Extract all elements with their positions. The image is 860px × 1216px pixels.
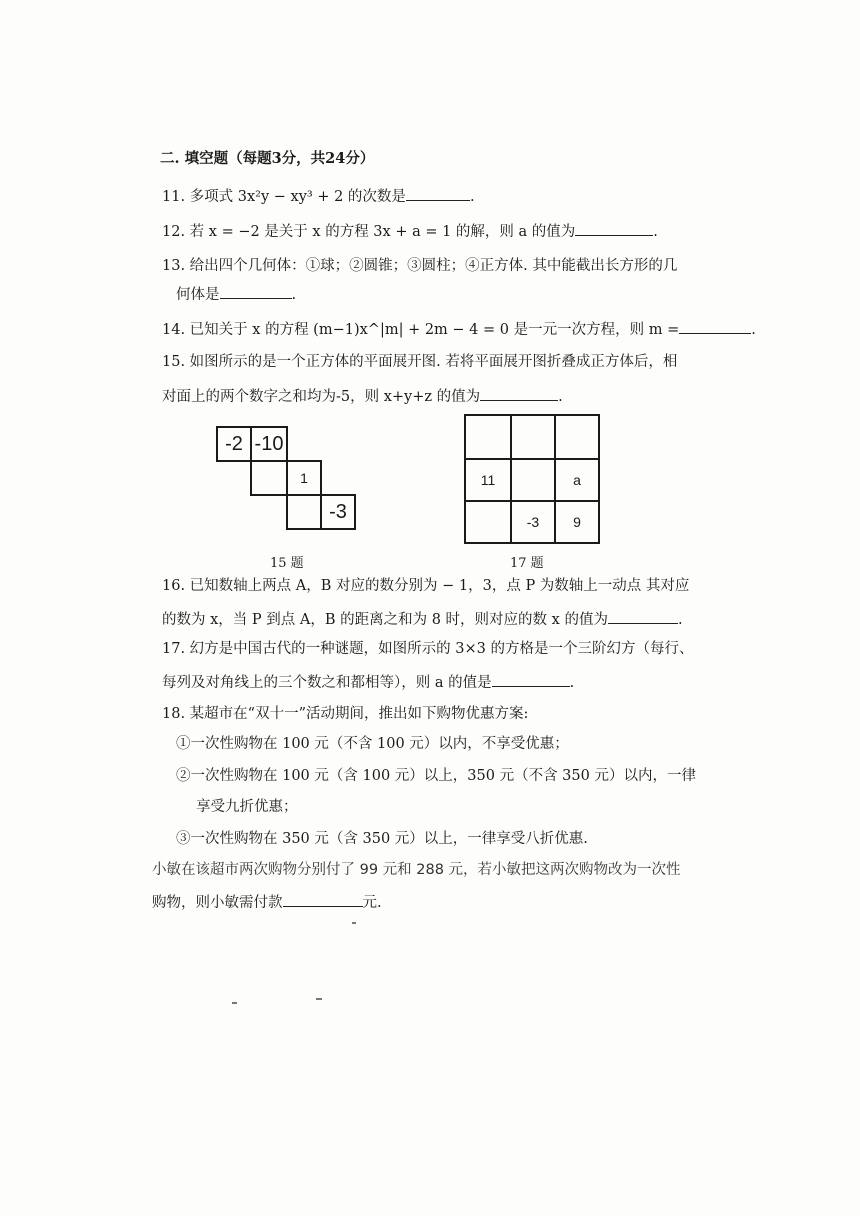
question-16-line-1: 16. 已知数轴上两点 A，B 对应的数分别为 − 1，3，点 P 为数轴上一动点 其对应 [162, 578, 690, 594]
figure-15-cube-net [212, 424, 362, 544]
scan-speck [352, 922, 356, 924]
net-cell [250, 460, 288, 496]
answer-blank-14[interactable] [679, 319, 751, 334]
question-12 [162, 221, 658, 242]
grid-cell [510, 414, 556, 460]
question-17-tail: . [569, 675, 575, 691]
question-18-rule-2a: ②一次性购物在 100 元（含 100 元）以上，350 元（不含 350 元）以内，一律 [176, 768, 696, 784]
question-18-line-1: 小敏在该超市两次购物分别付了 99 元和 288 元，若小敏把这两次购物改为一次性 [152, 862, 681, 878]
grid-cell [464, 414, 512, 460]
question-11-text: 11. 多项式 3x²y − xy³ + 2 的次数是 [162, 189, 406, 205]
question-13-tail: . [291, 287, 297, 303]
section-heading: 二. 填空题（每题3分，共24分） [160, 150, 375, 167]
question-15-tail: . [558, 389, 563, 405]
answer-blank-12[interactable] [575, 221, 653, 236]
answer-blank-17[interactable] [492, 672, 570, 687]
question-18-intro: 18. 某超市在“双十一”活动期间，推出如下购物优惠方案: [162, 706, 529, 722]
question-13-line-1: 13. 给出四个几何体：①球；②圆锥；③圆柱；④正方体. 其中能截出长方形的几 [162, 258, 678, 274]
figure-17-caption: 17 题 [510, 556, 544, 571]
answer-blank-15[interactable] [480, 386, 558, 401]
question-11-tail: . [469, 189, 475, 205]
question-18-rule-1: ①一次性购物在 100 元（不含 100 元）以内，不享受优惠； [176, 736, 569, 752]
question-15-text: 对面上的两个数字之和均为-5，则 x+y+z 的值为 [162, 389, 481, 405]
grid-cell: 9 [554, 500, 600, 544]
question-11 [162, 186, 475, 207]
answer-blank-13[interactable] [220, 284, 292, 299]
question-12-tail: . [653, 224, 658, 240]
question-13-line-2 [176, 284, 296, 305]
question-14 [162, 319, 756, 340]
grid-cell [510, 458, 556, 502]
question-18-text: 购物，则小敏需付款 [152, 895, 283, 911]
question-18-rule-3: ③一次性购物在 350 元（含 350 元）以上，一律享受八折优惠. [176, 831, 588, 847]
net-cell: -3 [320, 494, 356, 530]
question-16-line-2 [162, 609, 683, 630]
grid-cell: -3 [510, 500, 556, 544]
question-12-text: 12. 若 x = −2 是关于 x 的方程 3x + a = 1 的解，则 a 的值为 [162, 224, 576, 240]
question-18-rule-2b: 享受九折优惠； [196, 799, 298, 815]
answer-blank-16[interactable] [608, 609, 678, 624]
scan-speck [316, 998, 322, 1000]
question-18-tail: 元. [362, 895, 382, 911]
net-cell [286, 494, 322, 530]
question-16-text: 的数为 x，当 P 到点 A，B 的距离之和为 8 时，则对应的数 x 的值为 [162, 612, 608, 628]
question-16-tail: . [677, 612, 683, 628]
net-cell: -2 [216, 426, 252, 462]
figure-17-magic-square [462, 412, 602, 546]
scan-speck [232, 1002, 237, 1004]
question-14-tail: . [751, 322, 756, 338]
answer-blank-11[interactable] [406, 186, 470, 201]
question-17-line-2 [162, 672, 574, 693]
net-cell: -10 [250, 426, 288, 462]
question-17-line-1: 17. 幻方是中国古代的一种谜题，如图所示的 3×3 的方格是一个三阶幻方（每行、 [162, 641, 694, 657]
question-17-text: 每列及对角线上的三个数之和都相等），则 a 的值是 [162, 675, 492, 691]
net-cell: 1 [286, 460, 322, 496]
grid-cell [464, 500, 512, 544]
question-15-line-2 [162, 386, 563, 407]
grid-cell [554, 414, 600, 460]
answer-blank-18[interactable] [283, 892, 363, 907]
question-15-line-1: 15. 如图所示的是一个正方体的平面展开图. 若将平面展开图折叠成正方体后，相 [162, 354, 678, 370]
question-18-line-2 [152, 892, 382, 913]
figure-15-caption: 15 题 [270, 556, 304, 571]
question-14-text: 14. 已知关于 x 的方程 (m−1)x^|m| + 2m − 4 = 0 是一元一次方程，则 m = [162, 322, 680, 338]
grid-cell: a [554, 458, 600, 502]
grid-cell: 11 [464, 458, 512, 502]
question-13-text: 何体是 [176, 287, 220, 303]
